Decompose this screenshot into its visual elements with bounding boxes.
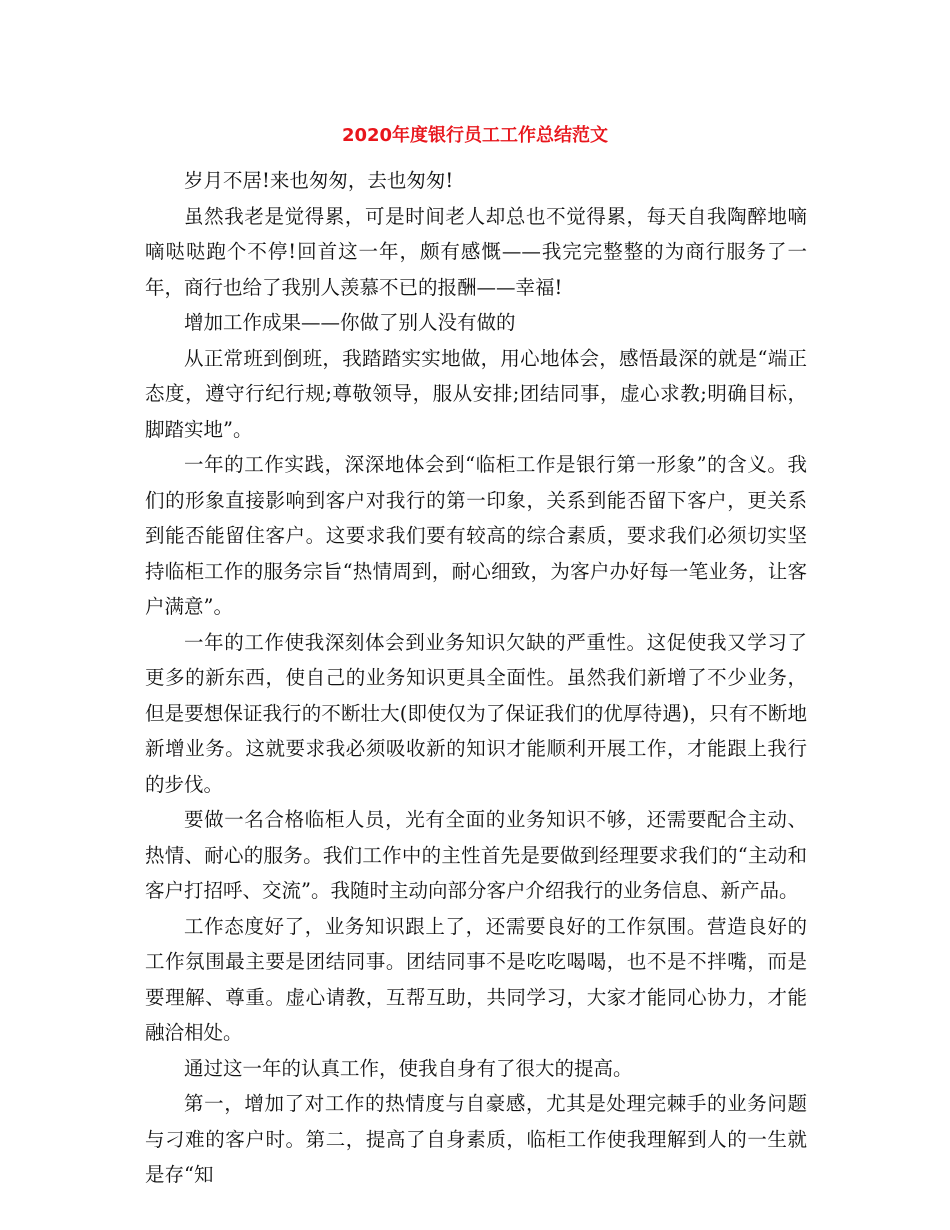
document-body — [145, 163, 807, 1193]
paragraph: 从正常班到倒班，我踏踏实实地做，用心地体会，感悟最深的就是“端正态度，遵守行纪行规;尊敬领导，服从安排;团结同事，虚心求教;明确目标，脚踏实地”。 — [145, 346, 807, 441]
paragraph: 岁月不居!来也匆匆，去也匆匆! — [184, 169, 454, 192]
paragraph: 第一，增加了对工作的热情度与自豪感，尤其是处理完棘手的业务问题与刁难的客户时。第二，提高了自身素质，临柜工作使我理解到人的一生就是存“知 — [145, 1092, 807, 1186]
paragraph: 工作态度好了，业务知识跟上了，还需要良好的工作氛围。营造良好的工作氛围最主要是团结同事。团结同事不是吃吃喝喝，也不是不拌嘴，而是要理解、尊重。虚心请教，互帮互助，共同学习，大家才能同心协力，才能融洽相处。 — [145, 914, 807, 1044]
paragraph: 一年的工作使我深刻体会到业务知识欠缺的严重性。这促使我又学习了更多的新东西，使自己的业务知识更具全面性。虽然我们新增了不少业务，但是要想保证我行的不断壮大(即使仅为了保证我们的优厚待遇)，只有不断地新增业务。这就要求我必须吸收新的知识才能顺利开展工作，才能跟上我行的步伐。 — [145, 630, 807, 796]
paragraph: 通过这一年的认真工作，使我自身有了很大的提高。 — [184, 1056, 633, 1080]
paragraph: 虽然我老是觉得累，可是时间老人却总也不觉得累，每天自我陶醉地嘀嘀哒哒跑个不停!回首这一年，颇有感慨——我完完整整的为商行服务了一年，商行也给了我别人羡慕不已的报酬——幸福! — [145, 204, 807, 299]
paragraph: 要做一名合格临柜人员，光有全面的业务知识不够，还需要配合主动、热情、耐心的服务。我们工作中的主性首先是要做到经理要求我们的“主动和客户打招呼、交流”。我随时主动向部分客户介绍我行的业务信息、新产品。 — [145, 808, 807, 902]
paragraph: 增加工作成果——你做了别人没有做的 — [184, 311, 516, 334]
document-title: 2020年度银行员工工作总结范文 — [341, 125, 609, 146]
paragraph: 一年的工作实践，深深地体会到“临柜工作是银行第一形象”的含义。我们的形象直接影响到客户对我行的第一印象，关系到能否留下客户，更关系到能否能留住客户。这要求我们要有较高的综合素质，要求我们必须切实坚持临柜工作的服务宗旨“热情周到，耐心细致，为客户办好每一笔业务，让客户满意”。 — [145, 453, 807, 618]
